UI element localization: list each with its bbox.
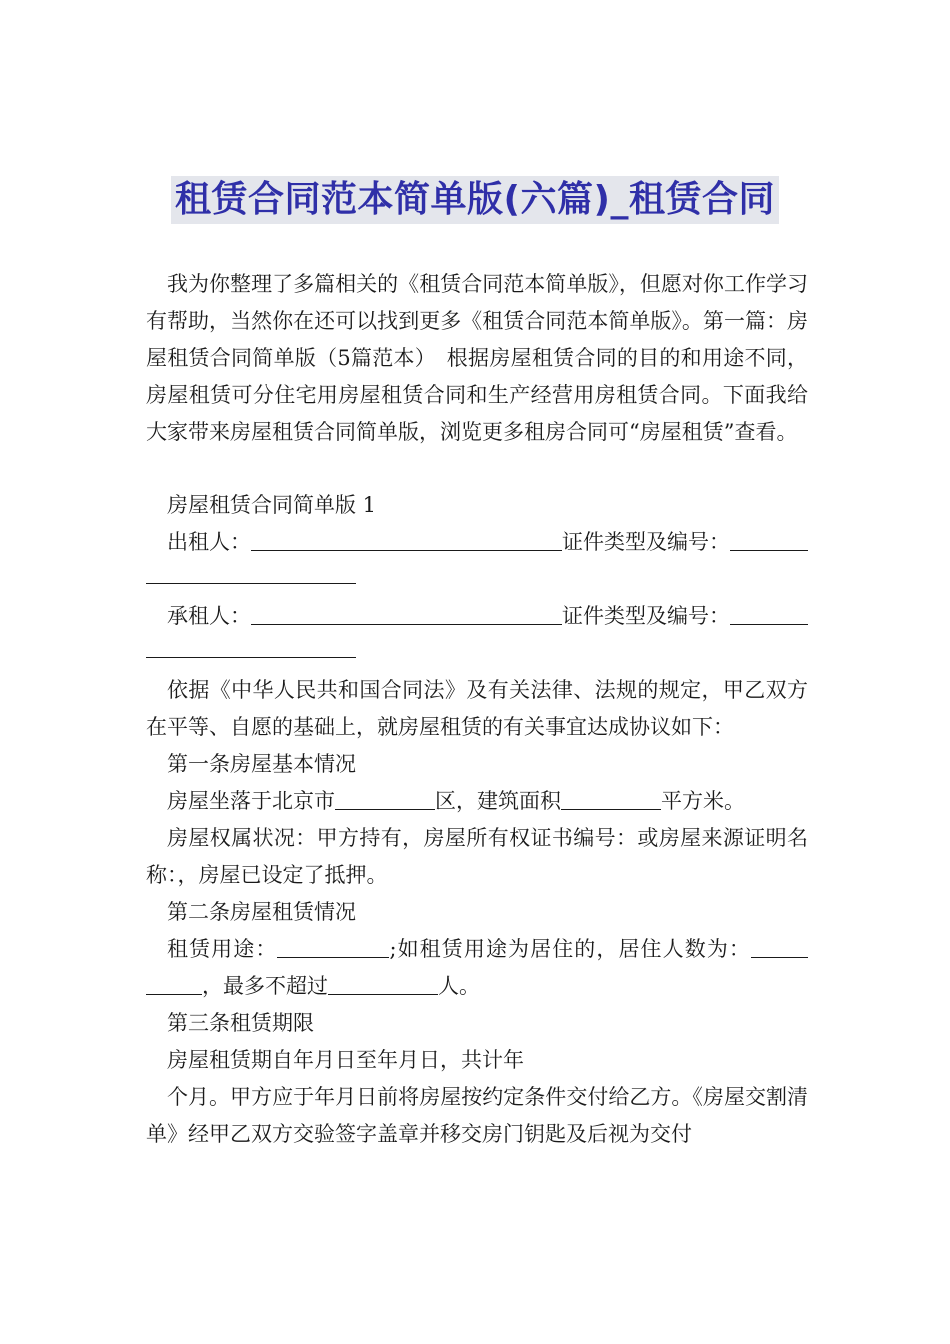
district-blank <box>335 789 435 810</box>
intro-paragraph: 我为你整理了多篇相关的《租赁合同范本简单版》，但愿对你工作学习有帮助，当然你在还可以找到更多《租赁合同范本简单版》。第一篇：房屋租赁合同简单版（5篇范本） 根据房屋租赁合同的目的和用途不同，房屋租赁可分住宅用房屋租赁合同和生产经营用房租赁合同。下面我给大家带来房屋租赁合同简单版，浏览更多租房合同可“房屋租赁”查看。 <box>146 272 808 444</box>
area-blank <box>561 789 661 810</box>
lessor-label: 出租人： <box>167 530 251 554</box>
article-3-heading: 第三条租赁期限 <box>167 1011 314 1035</box>
lessee-id-blank <box>730 604 808 625</box>
lessor-blank <box>251 530 562 551</box>
use-mid2: ，最多不超过 <box>202 974 328 998</box>
lessor-id-label: 证件类型及编号： <box>562 530 730 554</box>
use-blank <box>277 937 389 958</box>
lessee-id-label: 证件类型及编号： <box>562 604 730 628</box>
ownership-paragraph: 房屋权属状况：甲方持有，房屋所有权证书编号：或房屋来源证明名称：，房屋已设定了抵押。 <box>146 826 808 887</box>
article-1-heading: 第一条房屋基本情况 <box>167 752 356 776</box>
basis-paragraph: 依据《中华人民共和国合同法》及有关法律、法规的规定，甲乙双方在平等、自愿的基础上，就房屋租赁的有关事宜达成协议如下： <box>146 678 808 739</box>
lessor-id-blank <box>730 530 808 551</box>
lessor-id-blank-continued <box>146 561 356 584</box>
lessee-label: 承租人： <box>167 604 251 628</box>
use-prefix: 租赁用途： <box>167 937 278 961</box>
lessee-id-blank-continued <box>146 635 356 658</box>
article-2-heading: 第二条房屋租赁情况 <box>167 900 356 924</box>
section-heading: 房屋租赁合同简单版 1 <box>167 493 377 517</box>
location-mid: 区，建筑面积 <box>435 789 561 813</box>
location-prefix: 房屋坐落于北京市 <box>167 789 335 813</box>
lessee-row <box>146 598 808 635</box>
residents-blank <box>751 937 808 958</box>
use-line <box>146 931 808 1005</box>
location-line <box>146 783 808 820</box>
use-mid: ;如租赁用途为居住的，居住人数为： <box>389 937 751 961</box>
lessor-row <box>146 524 808 561</box>
delivery-paragraph: 个月。甲方应于年月日前将房屋按约定条件交付给乙方。《房屋交割清单》经甲乙双方交验签字盖章并移交房门钥匙及后视为交付 <box>146 1085 808 1146</box>
max-residents-blank <box>328 974 438 995</box>
title-container <box>0 176 950 224</box>
lessee-blank <box>251 604 562 625</box>
location-suffix: 平方米。 <box>661 789 745 813</box>
document-body <box>146 266 808 1153</box>
term-line: 房屋租赁期自年月日至年月日，共计年 <box>167 1048 524 1072</box>
residents-blank-continued <box>146 974 202 995</box>
use-suffix: 人。 <box>438 974 480 998</box>
document-title: 租赁合同范本简单版(六篇)_租赁合同 <box>171 176 779 224</box>
